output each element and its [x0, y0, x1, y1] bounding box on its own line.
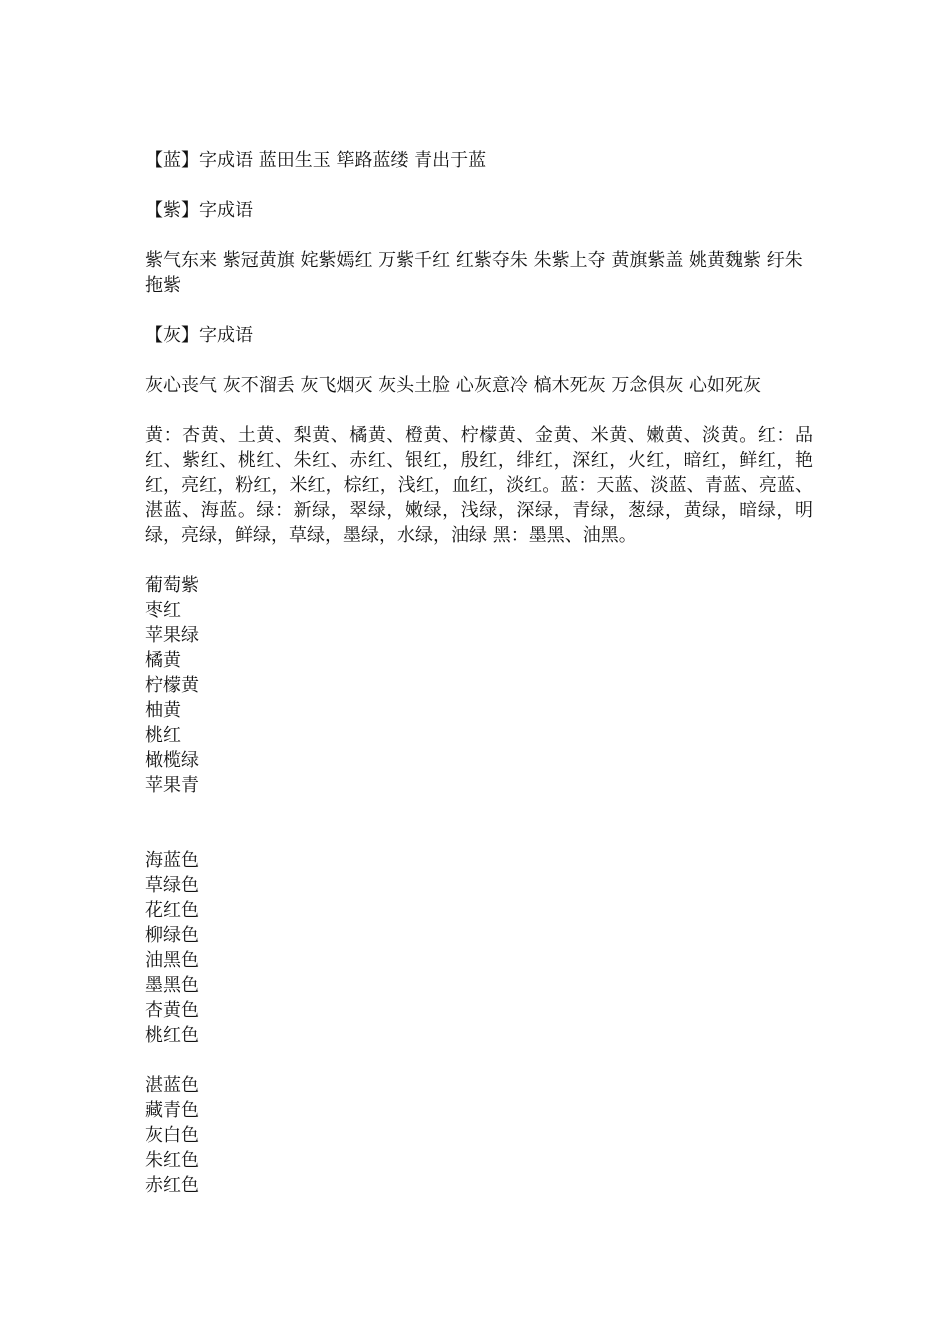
list-item: 湛蓝色: [145, 1075, 199, 1096]
list-item: 草绿色: [145, 875, 199, 896]
color-words-paragraph: 黄：杏黄、土黄、梨黄、橘黄、橙黄、柠檬黄、金黄、米黄、嫩黄、淡黄。红：品红、紫红、桃红、朱红、赤红、银红，殷红，绯红，深红，火红，暗红，鲜红，艳红，亮红，粉红，米红，棕红，浅红，血红，淡红。蓝：天蓝、淡蓝、青蓝、亮蓝、湛蓝、海蓝。绿：新绿，翠绿，嫩绿，浅绿，深绿，青绿，葱绿，黄绿，暗绿，明绿，亮绿，鲜绿，草绿，墨绿，水绿，油绿 黑：墨黑、油黑。: [145, 425, 813, 546]
blue-idioms-line: 【蓝】字成语 蓝田生玉 筚路蓝缕 青出于蓝: [145, 150, 487, 171]
list-item: 海蓝色: [145, 850, 199, 871]
color-list-1: [145, 573, 813, 798]
list-item: 桃红: [145, 725, 181, 746]
purple-idioms-paragraph: 紫气东来 紫冠黄旗 姹紫嫣红 万紫千红 红紫夺朱 朱紫上夺 黄旗紫盖 姚黄魏紫 纡朱拖紫: [145, 250, 803, 296]
list-item: 苹果青: [145, 775, 199, 796]
list-item: 花红色: [145, 900, 199, 921]
list-item: 柠檬黄: [145, 675, 199, 696]
list-item: 藏青色: [145, 1100, 199, 1121]
list-item: 杏黄色: [145, 1000, 199, 1021]
list-item: 橘黄: [145, 650, 181, 671]
gray-idioms-heading: 【灰】字成语: [145, 325, 253, 346]
list-item: 灰白色: [145, 1125, 199, 1146]
list-item: 油黑色: [145, 950, 199, 971]
list-item: 墨黑色: [145, 975, 199, 996]
list-item: 橄榄绿: [145, 750, 199, 771]
list-item: 葡萄紫: [145, 575, 199, 596]
list-item: 枣红: [145, 600, 181, 621]
list-item: 赤红色: [145, 1175, 199, 1196]
document-page: [145, 148, 813, 1198]
list-item: 柚黄: [145, 700, 181, 721]
list-item: 苹果绿: [145, 625, 199, 646]
list-item: 朱红色: [145, 1150, 199, 1171]
color-list-3: [145, 1073, 813, 1198]
gray-idioms-paragraph: 灰心丧气 灰不溜丢 灰飞烟灭 灰头土脸 心灰意冷 槁木死灰 万念俱灰 心如死灰: [145, 375, 762, 396]
color-list-2: [145, 848, 813, 1048]
list-item: 桃红色: [145, 1025, 199, 1046]
list-item: 柳绿色: [145, 925, 199, 946]
purple-idioms-heading: 【紫】字成语: [145, 200, 253, 221]
